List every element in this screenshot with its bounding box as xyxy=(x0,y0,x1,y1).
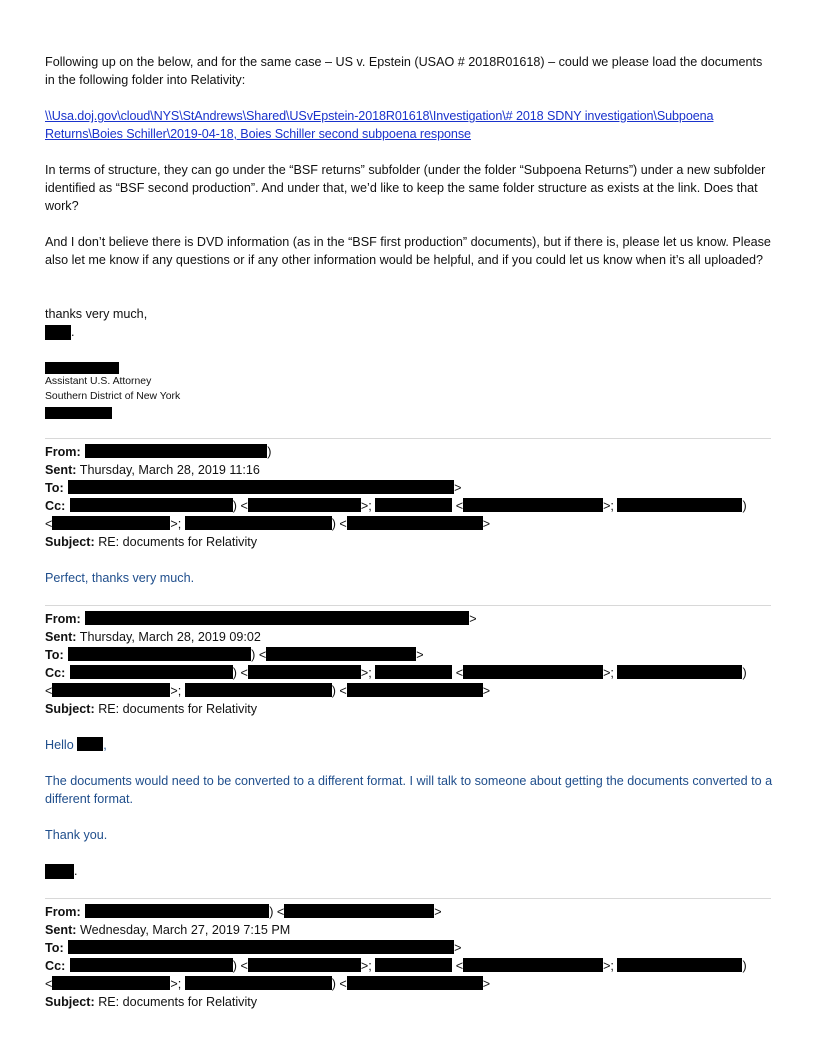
subject-label: Subject: xyxy=(45,995,95,1009)
punct: >; xyxy=(360,499,372,513)
cc-label: Cc: xyxy=(45,666,66,680)
to-label: To: xyxy=(45,648,64,662)
email-2-signature-period: . xyxy=(74,864,78,878)
email-2-cc-row-2 xyxy=(45,682,773,700)
punct: < xyxy=(455,666,464,680)
divider-3 xyxy=(45,898,771,899)
redaction xyxy=(185,516,332,530)
signature-period: . xyxy=(71,325,75,339)
redaction xyxy=(463,958,603,972)
email-1-sent-value: Thursday, March 28, 2019 11:16 xyxy=(79,463,260,477)
punct: > xyxy=(482,684,491,698)
punct: >; xyxy=(360,959,372,973)
punct: >; xyxy=(603,666,614,680)
divider-2 xyxy=(45,605,771,606)
sent-label: Sent: xyxy=(45,923,77,937)
cc-label: Cc: xyxy=(45,959,66,973)
redaction xyxy=(375,665,452,679)
intro-paragraph-2: In terms of structure, they can go under the “BSF returns” subfolder (under the folder “Subpoena Returns”) under a new subfolder identified as “BSF second production”. And under that, we’d like to keep the same folder structure as exists at the link. Does that work? xyxy=(45,163,766,213)
redaction xyxy=(347,976,483,990)
redaction xyxy=(617,665,742,679)
redaction xyxy=(347,516,483,530)
punct: ) xyxy=(267,445,272,459)
from-label: From: xyxy=(45,612,81,626)
email-2-subject-row xyxy=(45,700,773,718)
redaction xyxy=(284,904,434,918)
punct: ) xyxy=(742,499,747,513)
folder-link-block xyxy=(45,107,773,143)
punct: ) < xyxy=(269,905,285,919)
punct: > xyxy=(454,481,462,495)
redaction xyxy=(248,958,361,972)
to-label: To: xyxy=(45,481,64,495)
punct: ) xyxy=(742,666,747,680)
subject-label: Subject: xyxy=(45,702,95,716)
folder-link-line-2[interactable]: Returns\Boies Schiller\2019-04-18, Boies Schiller second subpoena response xyxy=(45,127,471,141)
punct: ) < xyxy=(232,499,248,513)
email-2-greeting xyxy=(45,736,773,754)
punct: ) xyxy=(742,959,747,973)
email-3-subject-value: RE: documents for Relativity xyxy=(98,995,258,1009)
signature-office: Southern District of New York xyxy=(45,391,181,402)
closing-line: thanks very much, xyxy=(45,307,148,321)
redaction xyxy=(85,444,267,458)
punct: ) < xyxy=(331,977,347,991)
email-2-to-row xyxy=(45,646,773,664)
redaction xyxy=(68,940,454,954)
email-3-sent-value: Wednesday, March 27, 2019 7:15 PM xyxy=(79,923,291,937)
redaction xyxy=(347,683,483,697)
redaction xyxy=(68,480,454,494)
email-3-from-row xyxy=(45,903,773,921)
punct: > xyxy=(454,941,462,955)
punct: >; xyxy=(603,499,614,513)
punct: >; xyxy=(360,666,372,680)
folder-link-line-1[interactable]: \\Usa.doj.gov\cloud\NYS\StAndrews\Shared\USvEpstein-2018R01618\Investigation\# 2018 SDNY investigation\Subpoena xyxy=(45,109,714,123)
punct: ) < xyxy=(232,959,248,973)
redaction xyxy=(266,647,416,661)
redaction xyxy=(52,516,170,530)
email-2-body: The documents would need to be converted to a different format. I will talk to someone about getting the documents converted to a different format. xyxy=(45,774,773,806)
redaction xyxy=(70,958,233,972)
redaction xyxy=(85,904,269,918)
to-label: To: xyxy=(45,941,64,955)
cc-label: Cc: xyxy=(45,499,66,513)
punct: < xyxy=(45,977,53,991)
redaction xyxy=(68,647,251,661)
greeting-text: Hello xyxy=(45,738,74,752)
sent-label: Sent: xyxy=(45,463,77,477)
punct: > xyxy=(469,612,477,626)
email-1-from-row xyxy=(45,443,773,461)
punct: > xyxy=(416,648,424,662)
email-3-subject-row xyxy=(45,993,773,1011)
redaction xyxy=(617,498,742,512)
intro-paragraph-3: And I don’t believe there is DVD information (as in the “BSF first production” documents), but if there is, please let us know. Please also let me know if any questions or if any other information would be helpful, and if you could let us know when it’s all uploaded? xyxy=(45,235,771,267)
sent-label: Sent: xyxy=(45,630,77,644)
email-3-sent-row xyxy=(45,921,773,939)
email-1-subject-row xyxy=(45,533,773,551)
redaction xyxy=(185,683,332,697)
divider-1 xyxy=(45,438,771,439)
punct: < xyxy=(455,959,464,973)
punct: < xyxy=(455,499,464,513)
redaction-signature-name xyxy=(45,325,71,340)
redaction xyxy=(85,611,469,625)
redaction-greeting-name xyxy=(77,737,103,751)
email-2-from-row xyxy=(45,610,773,628)
redaction xyxy=(52,683,170,697)
signature-title: Assistant U.S. Attorney xyxy=(45,376,152,387)
redaction xyxy=(248,498,361,512)
redaction-signature-fullname xyxy=(45,362,119,374)
email-1-cc-row-2 xyxy=(45,515,773,533)
redaction xyxy=(463,498,603,512)
email-2-subject-value: RE: documents for Relativity xyxy=(98,702,258,716)
punct: < xyxy=(45,517,53,531)
redaction xyxy=(185,976,332,990)
email-2-cc-row xyxy=(45,664,773,682)
redaction xyxy=(375,958,452,972)
punct: < xyxy=(45,684,53,698)
redaction xyxy=(70,498,233,512)
punct: > xyxy=(434,905,442,919)
from-label: From: xyxy=(45,905,81,919)
email-1-sent-row xyxy=(45,461,773,479)
redaction xyxy=(375,498,452,512)
from-label: From: xyxy=(45,445,81,459)
punct: ) < xyxy=(251,648,267,662)
punct: >; xyxy=(170,977,182,991)
punct: >; xyxy=(170,684,182,698)
subject-label: Subject: xyxy=(45,535,95,549)
email-3-cc-row-2 xyxy=(45,975,773,993)
punct: > xyxy=(482,977,491,991)
punct: >; xyxy=(603,959,614,973)
intro-paragraph-1: Following up on the below, and for the same case – US v. Epstein (USAO # 2018R01618) – could we please load the documents in the following folder into Relativity: xyxy=(45,55,763,87)
punct: >; xyxy=(170,517,182,531)
greeting-comma: , xyxy=(103,738,107,752)
punct: ) < xyxy=(232,666,248,680)
email-2-sent-row xyxy=(45,628,773,646)
redaction-signature-phone xyxy=(45,407,112,419)
email-1-cc-row xyxy=(45,497,773,515)
email-1-subject-value: RE: documents for Relativity xyxy=(98,535,258,549)
punct: > xyxy=(482,517,491,531)
punct: ) < xyxy=(331,517,347,531)
redaction xyxy=(70,665,233,679)
redaction xyxy=(52,976,170,990)
redaction xyxy=(463,665,603,679)
punct: ) < xyxy=(331,684,347,698)
email-2-sent-value: Thursday, March 28, 2019 09:02 xyxy=(79,630,261,644)
redaction xyxy=(248,665,361,679)
email-3-cc-row xyxy=(45,957,773,975)
redaction-email-2-signature xyxy=(45,864,74,879)
email-2-thanks: Thank you. xyxy=(45,828,108,842)
email-1-to-row xyxy=(45,479,773,497)
redaction xyxy=(617,958,742,972)
email-1-body: Perfect, thanks very much. xyxy=(45,571,195,585)
email-3-to-row xyxy=(45,939,773,957)
